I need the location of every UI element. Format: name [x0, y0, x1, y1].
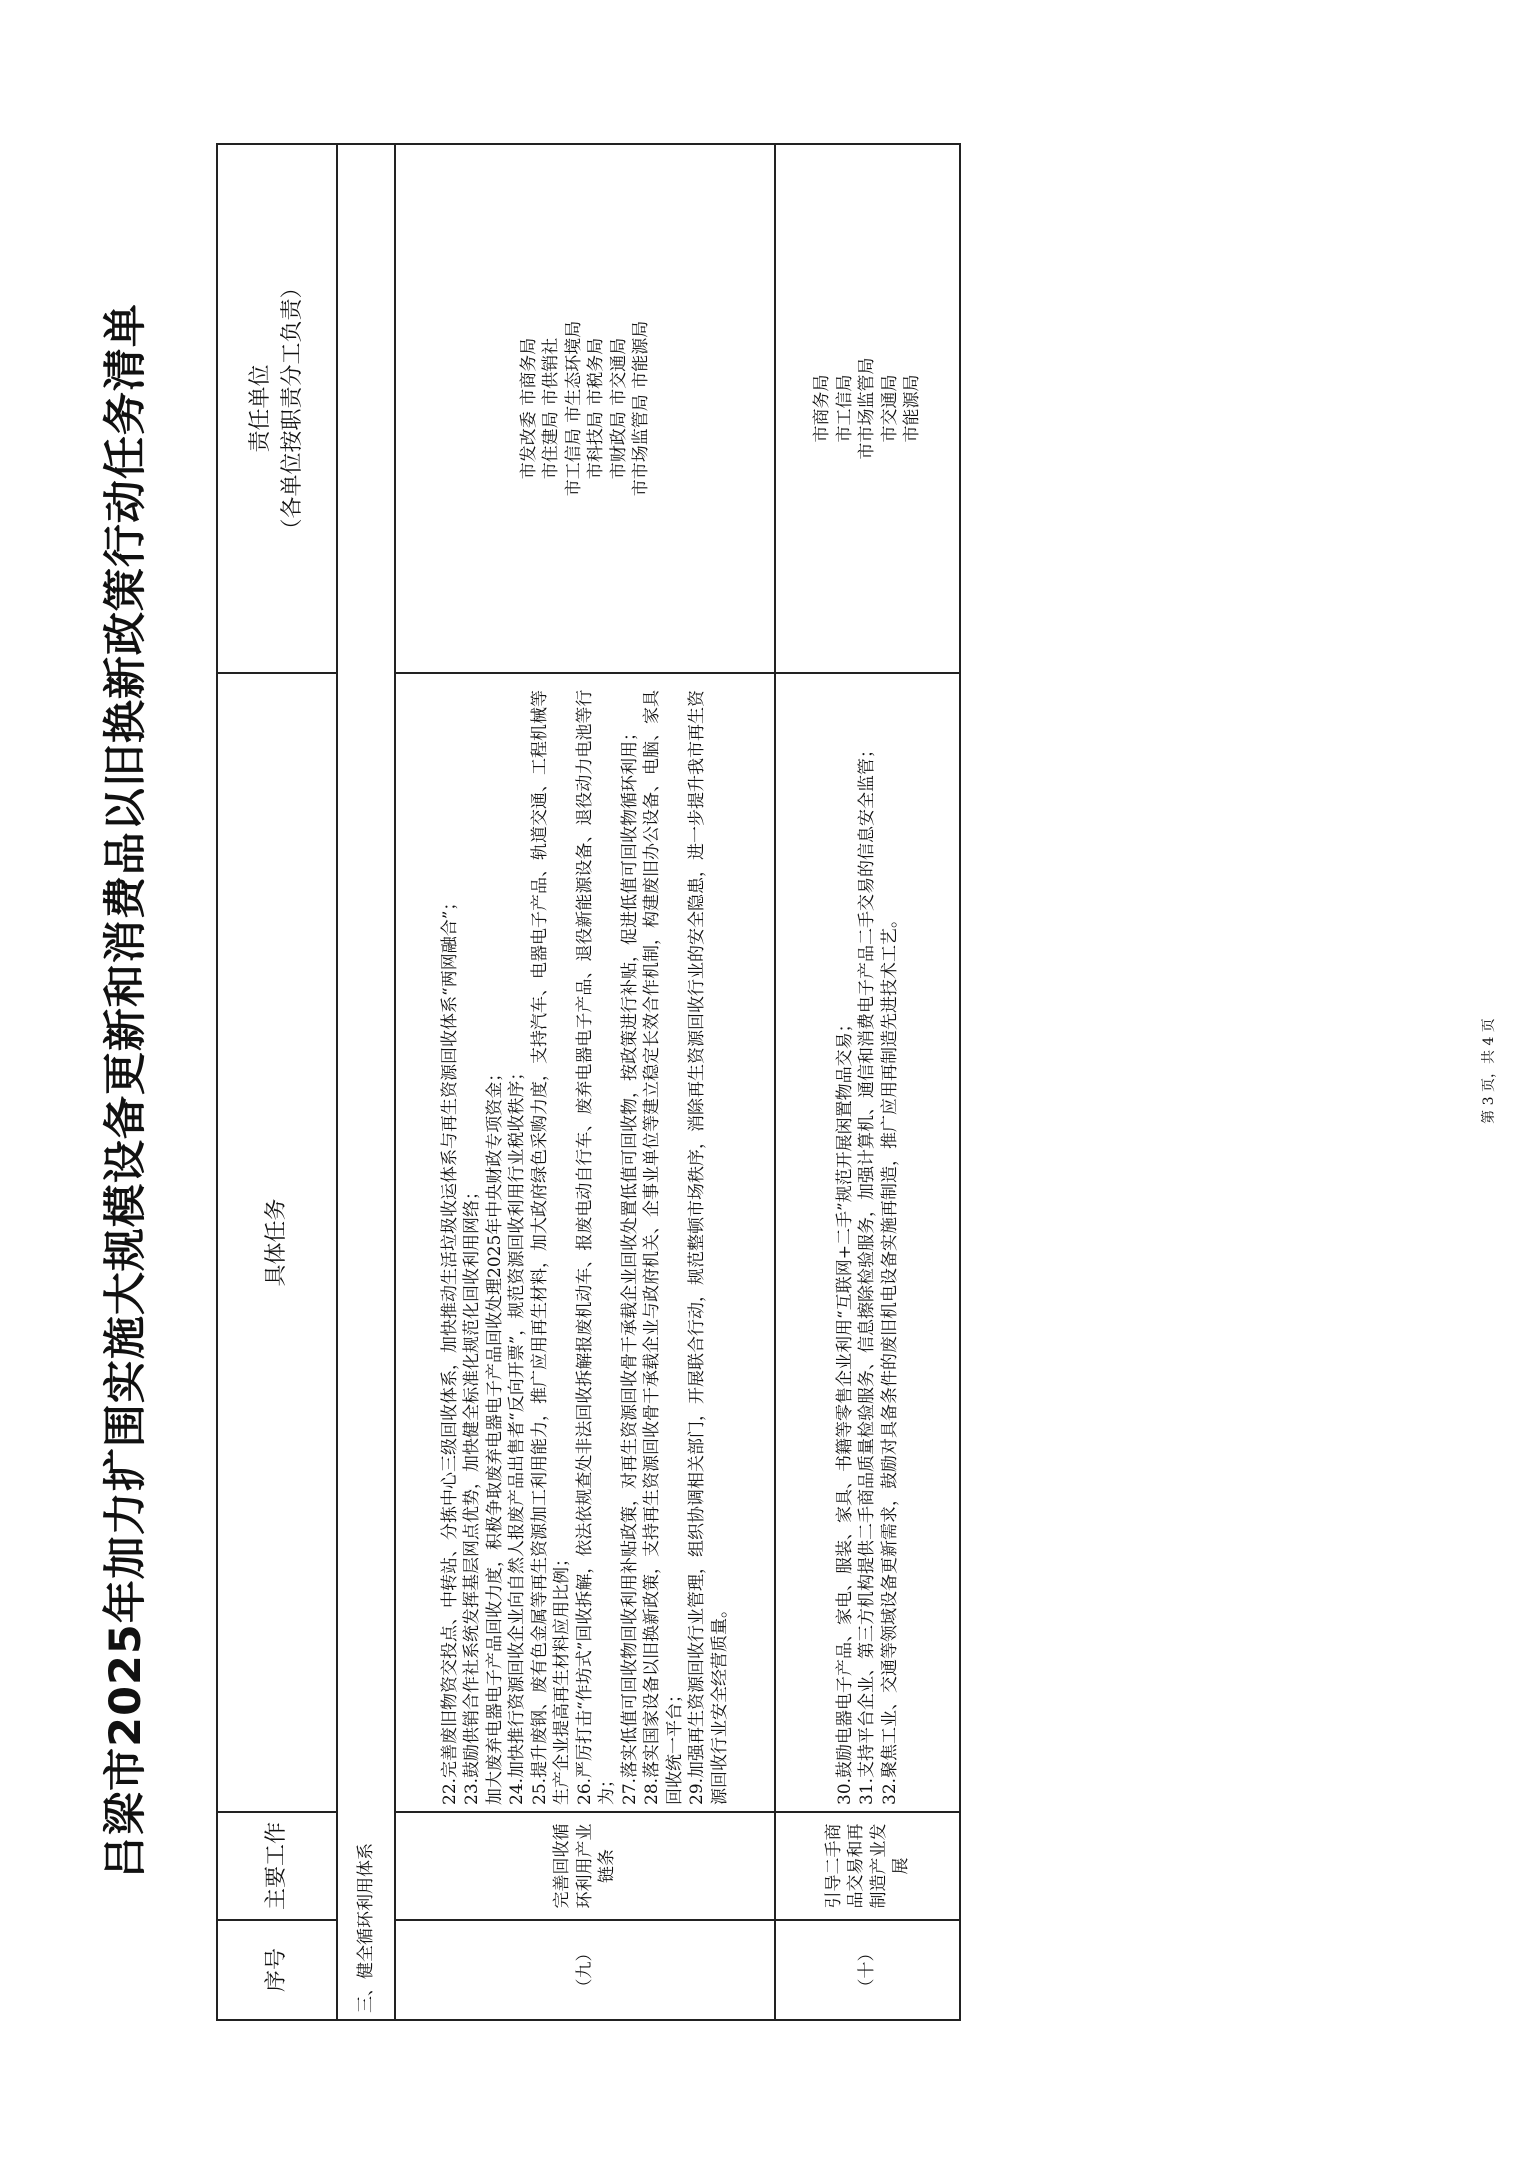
row-tasks: [395, 673, 775, 1812]
task-table: [216, 143, 961, 2021]
header-main-work: 主要工作: [217, 1812, 337, 1920]
task-item: 23.鼓励供销合作社系统发挥基层网点优势，加快健全标准化规范化回收利用网络；: [462, 1182, 483, 1805]
task-item: 26.严厉打击“作坊式”回收拆解，依法依规查处非法回收拆解报废机动车、报废电动自行车、废弃电器电子产品、退役新能源设备、退役动力电池等行为；: [574, 689, 618, 1805]
row-responsible-units: [395, 144, 775, 673]
task-item: 28.落实国家设备以旧换新政策，支持再生资源回收骨干承载企业与政府机关、企事业单位等建立稳定长效合作机制，构建废旧办公设备、电脑、家具回收统一平台；: [642, 689, 685, 1805]
table-row: [775, 144, 960, 2020]
row-main-work: 完善回收循环利用产业链条: [395, 1812, 775, 1920]
header-tasks: 具体任务: [217, 673, 337, 1812]
row-number: （九）: [395, 1920, 775, 2020]
unit-line: 市能源局: [902, 374, 923, 443]
row-main-work: 引导二手商品交易和再制造产业发展: [775, 1812, 960, 1920]
page-footer: 第 3 页，共 4 页: [1481, 1018, 1497, 1124]
unit-line: 市工信局 市生态环境局: [563, 320, 584, 497]
unit-line: 市市场监管局: [857, 357, 878, 460]
row-responsible-units: [775, 144, 960, 673]
unit-line: 市商务局: [812, 374, 833, 443]
table-row: [395, 144, 775, 2020]
task-item: 30.鼓励电器电子产品、家电、服装、家具、书籍等零售企业利用“互联网+二手”规范开展闲置物品交易；: [834, 1015, 855, 1805]
category-row: [337, 144, 395, 2020]
header-no: 序号: [217, 1920, 337, 2020]
header-unit-line1: 责任单位: [248, 364, 273, 453]
row-tasks: [775, 673, 960, 1812]
task-item: 27.落实低值可回收物回收利用补贴政策，对再生资源回收骨干承载企业回收处置低值可回收物，按政策进行补贴，促进低值可回收物循环利用；: [619, 723, 640, 1805]
unit-line: 市工信局: [834, 374, 855, 443]
task-item: 29.加强再生资源回收行业管理，组织协调相关部门，开展联合行动，规范整顿市场秩序，消除再生资源回收行业的安全隐患，进一步提升我市再生资源回收行业安全经营质量。: [687, 689, 730, 1805]
task-item: 24.加快推行资源回收企业向自然人报废产品出售者“反向开票”，规范资源回收利用行业税收秩序；: [507, 1063, 528, 1805]
category-label: 三、健全循环利用体系: [337, 144, 395, 2020]
unit-line: 市住建局 市供销社: [541, 337, 561, 480]
unit-line: 市科技局 市税务局: [586, 337, 606, 480]
unit-line: 市财政局 市交通局: [608, 337, 629, 480]
unit-line: 市交通局: [879, 374, 900, 443]
task-item: 32.聚焦工业、交通等领域设备更新需求，鼓励对具备条件的废旧机电设备实施再制造，推广应用再制造先进技术工艺。: [879, 910, 900, 1805]
row-number: （十）: [775, 1920, 960, 2020]
unit-line: 市市场监管局 市能源局: [631, 320, 651, 497]
task-item: 22.完善废旧物资交投点、中转站、分拣中心三级回收体系，加快推动生活垃圾收运体系与再生资源回收体系“两网融合”；: [439, 893, 460, 1805]
task-item: 25.提升废钢、废有色金属等再生资源加工利用能力，推广应用再生材料，加大政府绿色采购力度，支持汽车、电器电子产品、轨道交通、工程机械等生产企业提高再生材料应用比例；: [529, 689, 573, 1805]
document-title: 吕梁市2025年加力扩围实施大规模设备更新和消费品以旧换新政策行动任务清单: [101, 303, 151, 1879]
table-header-row: [217, 144, 337, 2020]
task-item: 加大废弃电器电子产品回收力度，积极争取废弃电器电子产品回收处理2025年中央财政专项资金；: [484, 1064, 505, 1805]
header-unit-line2: （各单位按职责分工负责）: [280, 276, 305, 541]
unit-line: 市发改委 市商务局: [518, 337, 539, 480]
task-item: 31.支持平台企业、第三方机构提供二手商品质量检验服务、信息擦除检验服务，加强计算机、通信和消费电子产品二手交易的信息安全监管；: [857, 740, 878, 1805]
header-responsible-unit: [217, 144, 337, 673]
